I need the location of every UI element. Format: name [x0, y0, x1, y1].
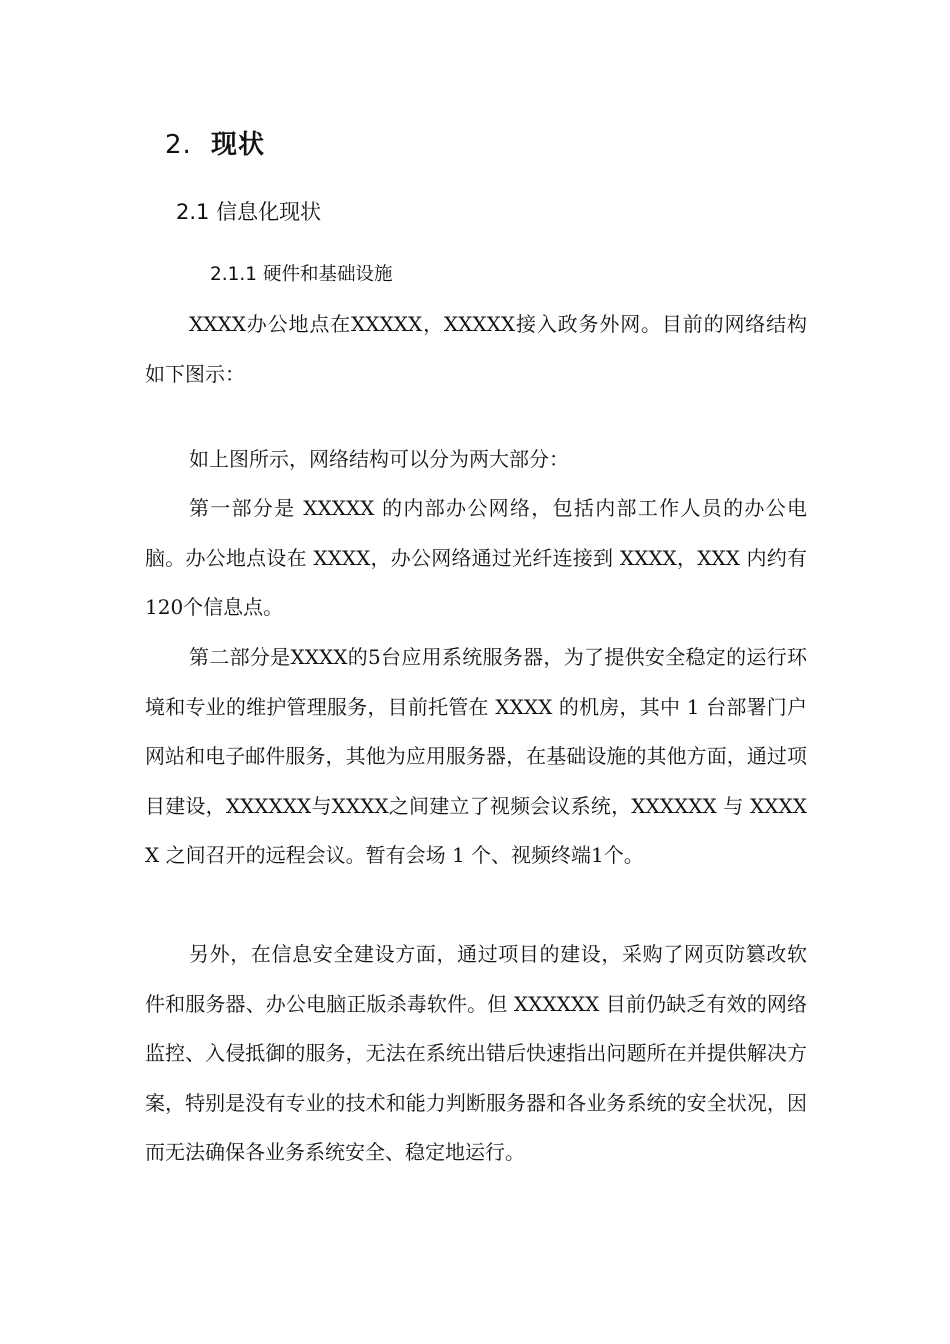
paragraph-network-parts: 如上图所示，网络结构可以分为两大部分： [189, 447, 569, 471]
section-number: 2. [165, 130, 192, 160]
paragraph-security: 另外，在信息安全建设方面，通过项目的建设，采购了网页防篡改软件和服务器、办公电脑正版杀毒软件。但 XXXXXX 目前仍缺乏有效的网络监控、入侵抵御的服务，无法在系统出错后快速指出问题所在并提供解决方案，特别是没有专业的技术和能力判断服务器和各业务系统的安全状况，因而无法确保各业务系统安全、稳定地运行。 [145, 942, 807, 1164]
subsubsection-heading-2-1-1: 2.1.1 硬件和基础设施 [210, 264, 393, 285]
section-heading-2 [165, 124, 265, 161]
paragraph-part-two: 第二部分是XXXX的5台应用系统服务器，为了提供安全稳定的运行环境和专业的维护管理服务，目前托管在 XXXX 的机房，其中 1 台部署门户网站和电子邮件服务，其他为应用服务器，在基础设施的其他方面，通过项目建设，XXXXXX与XXXX之间建立了视频会议系统，XXXXXX 与 XXXXX 之间召开的远程会议。暂有会场 1 个、视频终端1个。 [145, 645, 807, 867]
section-title: 现状 [211, 130, 266, 160]
paragraph-network-intro: XXXX办公地点在XXXXX，XXXXX接入政务外网。目前的网络结构如下图示： [145, 312, 807, 386]
paragraph-part-one: 第一部分是 XXXXX 的内部办公网络，包括内部工作人员的办公电脑。办公地点设在 XXXX，办公网络通过光纤连接到 XXXX，XXX 内约有120个信息点。 [145, 496, 807, 619]
subsection-heading-2-1: 2.1 信息化现状 [176, 200, 322, 224]
